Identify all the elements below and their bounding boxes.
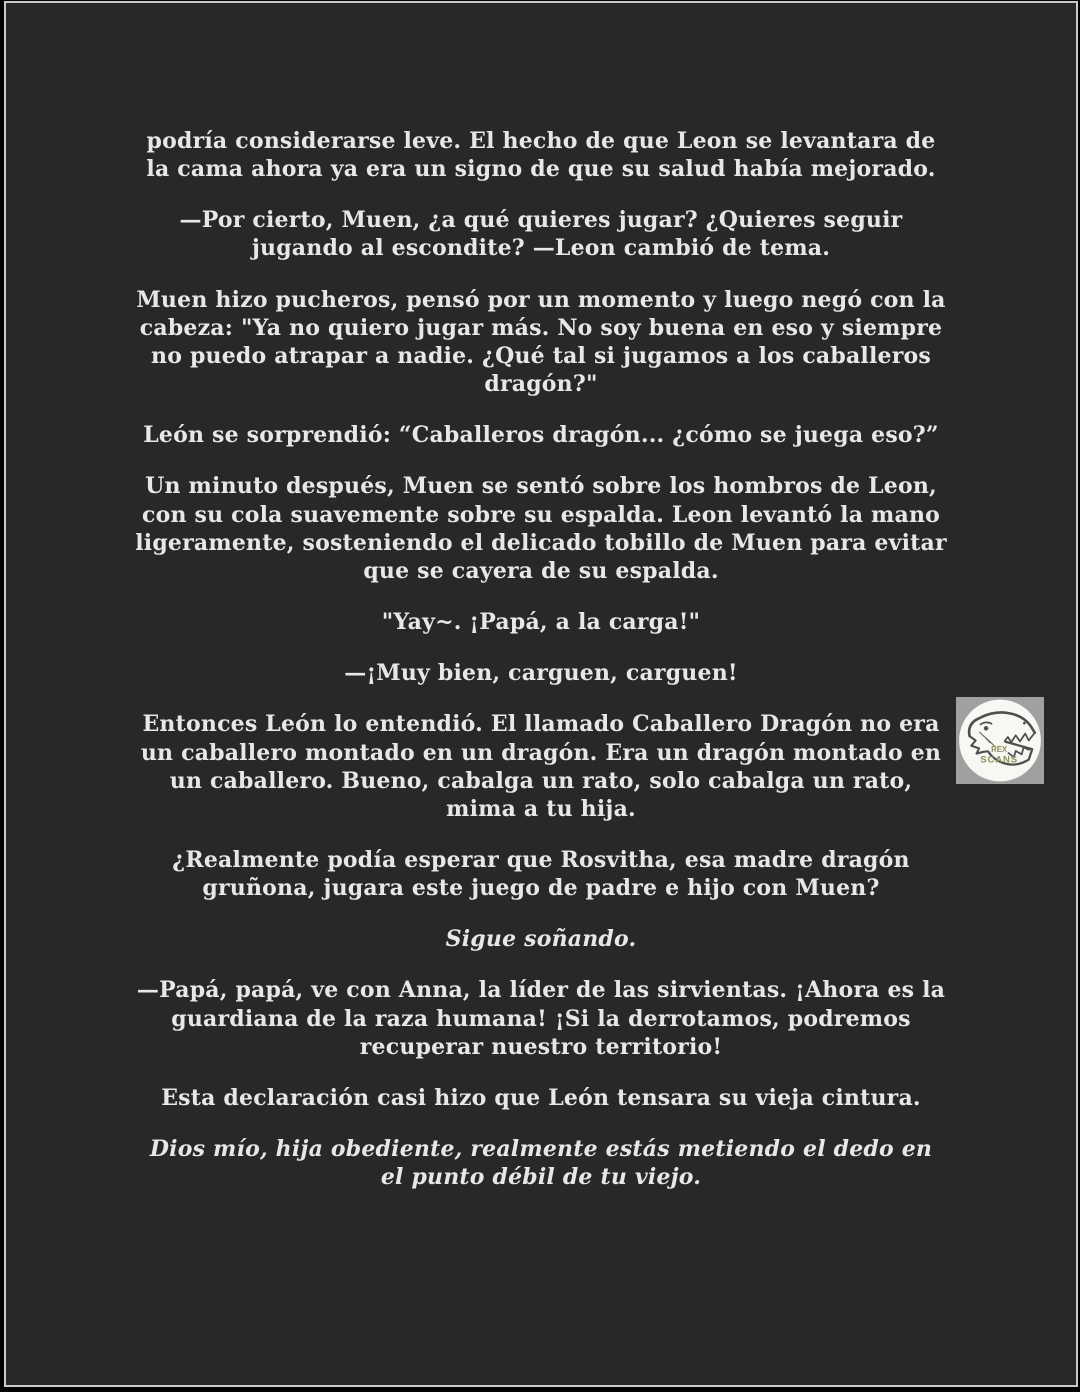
novel-paragraph: "Yay~. ¡Papá, a la carga!"	[381, 609, 701, 636]
watermark-name-bottom: SCANS	[980, 754, 1019, 766]
novel-paragraph-italic: Sigue soñando.	[445, 926, 637, 953]
novel-paragraph: León se sorprendió: “Caballeros dragón... ¿cómo se juega eso?”	[143, 422, 939, 449]
novel-paragraph-italic: Dios mío, hija obediente, realmente estás metiendo el dedo en el punto débil de tu viejo.	[149, 1136, 933, 1191]
novel-text-block	[135, 3, 947, 1214]
novel-paragraph: Muen hizo pucheros, pensó por un momento y luego negó con la cabeza: "Ya no quiero jugar más. No soy buena en eso y siempre no puedo atrapar a nadie. ¿Qué tal si jugamos a los caballeros dragón?"	[136, 286, 946, 398]
scanlation-watermark	[956, 697, 1044, 784]
novel-paragraph: Esta declaración casi hizo que León tensara su vieja cintura.	[161, 1084, 921, 1111]
trex-logo-icon	[956, 697, 1044, 784]
novel-paragraph: —Por cierto, Muen, ¿a qué quieres jugar? ¿Quieres seguir jugando al escondite? —Leon cambió de tema.	[179, 207, 903, 262]
novel-paragraph: ¿Realmente podía esperar que Rosvitha, esa madre dragón gruñona, jugara este juego de padre e hijo con Muen?	[172, 846, 910, 902]
novel-page	[4, 1, 1078, 1387]
novel-paragraph: podría considerarse leve. El hecho de que Leon se levantara de la cama ahora ya era un signo de que su salud había mejorado.	[146, 128, 936, 183]
novel-paragraph: —Papá, papá, ve con Anna, la líder de las sirvientas. ¡Ahora es la guardiana de la raza humana! ¡Si la derrotamos, podremos recuperar nuestro territorio!	[136, 977, 946, 1060]
novel-paragraph: Un minuto después, Muen se sentó sobre los hombros de Leon, con su cola suavemente sobre su espalda. Leon levantó la mano ligeramente, sosteniendo el delicado tobillo de Muen para evitar que se cayera de su espalda.	[135, 473, 947, 584]
watermark-name-top: REX	[991, 744, 1008, 754]
novel-paragraph: Entonces León lo entendió. El llamado Caballero Dragón no era un caballero montado en un dragón. Era un dragón montado en un caballero. Bueno, cabalga un rato, solo cabalga un rato, mima a tu hija.	[140, 711, 942, 822]
novel-paragraph: —¡Muy bien, carguen, carguen!	[344, 660, 738, 687]
